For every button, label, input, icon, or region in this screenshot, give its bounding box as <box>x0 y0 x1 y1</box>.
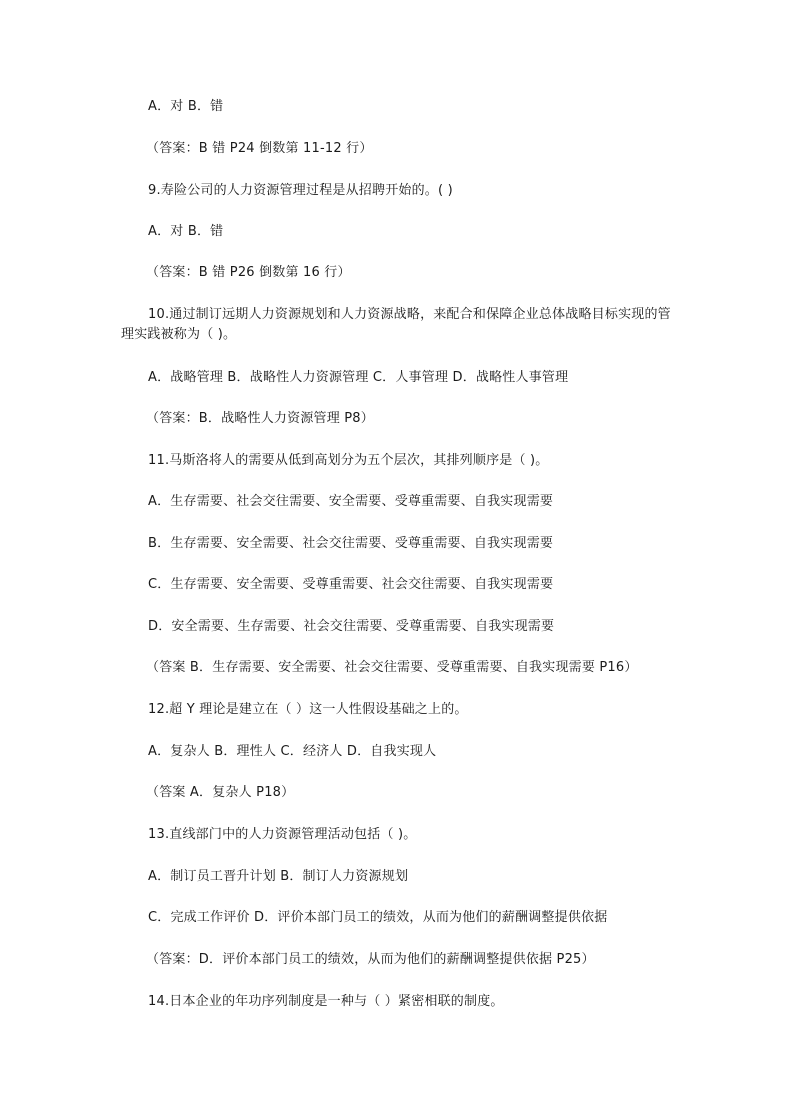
option-line: A．对 B．错 <box>148 224 224 239</box>
answer-line: （答案：B．战略性人力资源管理 P8） <box>146 411 374 426</box>
answer-line: （答案：B 错 P26 倒数第 16 行） <box>146 265 351 280</box>
option-line: A．战略管理 B．战略性人力资源管理 C．人事管理 D．战略性人事管理 <box>148 370 569 385</box>
question-9: 9.寿险公司的人力资源管理过程是从招聘开始的。( ) <box>148 183 453 198</box>
question-12: 12.超 Y 理论是建立在（ ）这一人性假设基础之上的。 <box>148 702 468 717</box>
option-line: A．复杂人 B．理性人 C．经济人 D．自我实现人 <box>148 744 437 759</box>
question-14: 14.日本企业的年功序列制度是一种与（ ）紧密相联的制度。 <box>148 994 504 1009</box>
option-line: C．完成工作评价 D．评价本部门员工的绩效，从而为他们的薪酬调整提供依据 <box>148 910 608 925</box>
option-line: A．制订员工晋升计划 B．制订人力资源规划 <box>148 869 409 884</box>
question-13: 13.直线部门中的人力资源管理活动包括（ )。 <box>148 827 417 842</box>
option-a: A．生存需要、社会交往需要、安全需要、受尊重需要、自我实现需要 <box>148 494 554 509</box>
option-b: B．生存需要、安全需要、社会交往需要、受尊重需要、自我实现需要 <box>148 536 554 551</box>
question-10: 10.通过制订远期人力资源规划和人力资源战略，来配合和保障企业总体战略目标实现的管理实践被称为（ )。 <box>121 307 671 342</box>
option-line: A．对 B．错 <box>148 99 224 114</box>
option-c: C．生存需要、安全需要、受尊重需要、社会交往需要、自我实现需要 <box>148 577 554 592</box>
question-11: 11.马斯洛将人的需要从低到高划分为五个层次，其排列顺序是（ )。 <box>148 453 549 468</box>
answer-line: （答案：B 错 P24 倒数第 11-12 行） <box>146 141 373 156</box>
answer-line: （答案 A．复杂人 P18） <box>146 785 295 800</box>
answer-line: （答案 B．生存需要、安全需要、社会交往需要、受尊重需要、自我实现需要 P16） <box>146 660 638 675</box>
option-d: D．安全需要、生存需要、社会交往需要、受尊重需要、自我实现需要 <box>148 619 555 634</box>
answer-line: （答案：D．评价本部门员工的绩效，从而为他们的薪酬调整提供依据 P25） <box>146 952 595 967</box>
